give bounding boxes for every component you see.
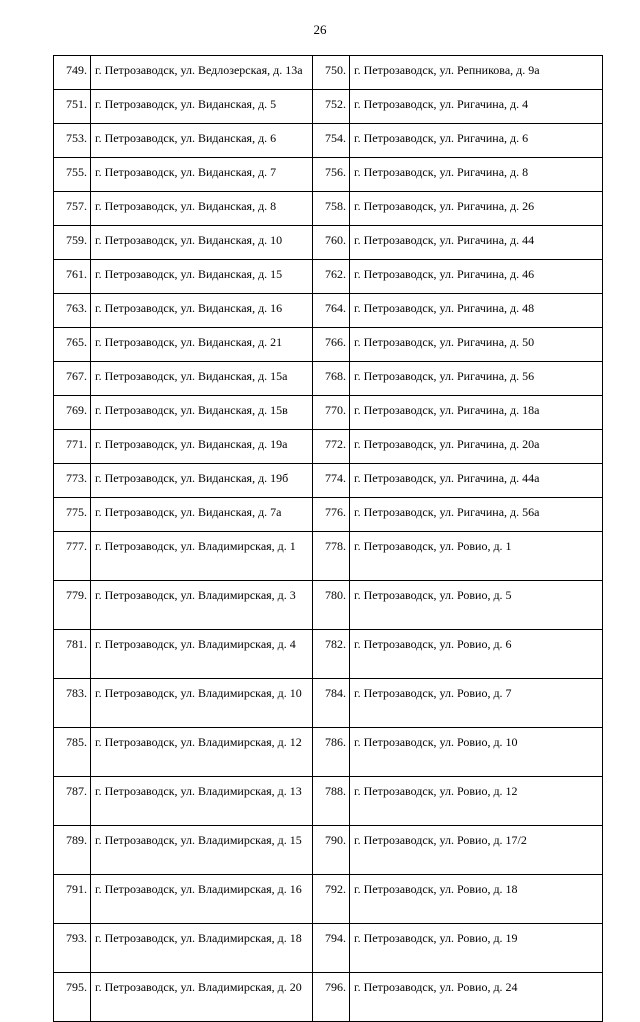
address-right: г. Петрозаводск, ул. Ригачина, д. 56 <box>350 362 603 396</box>
address-right: г. Петрозаводск, ул. Ригачина, д. 4 <box>350 90 603 124</box>
address-left: г. Петрозаводск, ул. Владимирская, д. 16 <box>91 875 313 924</box>
table-row <box>54 826 603 875</box>
row-number-left: 749. <box>54 56 91 90</box>
row-number-right: 786. <box>313 728 350 777</box>
row-number-right: 760. <box>313 226 350 260</box>
address-right: г. Петрозаводск, ул. Ригачина, д. 44а <box>350 464 603 498</box>
row-number-right: 752. <box>313 90 350 124</box>
address-left: г. Петрозаводск, ул. Виданская, д. 10 <box>91 226 313 260</box>
address-right: г. Петрозаводск, ул. Ровио, д. 12 <box>350 777 603 826</box>
address-right: г. Петрозаводск, ул. Ригачина, д. 20а <box>350 430 603 464</box>
address-right: г. Петрозаводск, ул. Ровио, д. 18 <box>350 875 603 924</box>
table-row <box>54 777 603 826</box>
address-right: г. Петрозаводск, ул. Ровио, д. 17/2 <box>350 826 603 875</box>
table-row <box>54 260 603 294</box>
address-left: г. Петрозаводск, ул. Владимирская, д. 18 <box>91 924 313 973</box>
address-right: г. Петрозаводск, ул. Ровио, д. 5 <box>350 581 603 630</box>
address-left: г. Петрозаводск, ул. Виданская, д. 21 <box>91 328 313 362</box>
row-number-left: 773. <box>54 464 91 498</box>
table-row <box>54 362 603 396</box>
table-row <box>54 498 603 532</box>
address-right: г. Петрозаводск, ул. Ровио, д. 10 <box>350 728 603 777</box>
address-left: г. Петрозаводск, ул. Владимирская, д. 13 <box>91 777 313 826</box>
address-left: г. Петрозаводск, ул. Владимирская, д. 10 <box>91 679 313 728</box>
table-row <box>54 532 603 581</box>
row-number-left: 755. <box>54 158 91 192</box>
address-left: г. Петрозаводск, ул. Владимирская, д. 20 <box>91 973 313 1022</box>
row-number-left: 757. <box>54 192 91 226</box>
address-right: г. Петрозаводск, ул. Ровио, д. 19 <box>350 924 603 973</box>
table-row <box>54 294 603 328</box>
address-right: г. Петрозаводск, ул. Ригачина, д. 48 <box>350 294 603 328</box>
address-left: г. Петрозаводск, ул. Владимирская, д. 1 <box>91 532 313 581</box>
row-number-right: 770. <box>313 396 350 430</box>
row-number-left: 753. <box>54 124 91 158</box>
row-number-right: 772. <box>313 430 350 464</box>
row-number-left: 771. <box>54 430 91 464</box>
row-number-left: 795. <box>54 973 91 1022</box>
table-row <box>54 192 603 226</box>
address-left: г. Петрозаводск, ул. Виданская, д. 15в <box>91 396 313 430</box>
row-number-right: 782. <box>313 630 350 679</box>
address-left: г. Петрозаводск, ул. Виданская, д. 5 <box>91 90 313 124</box>
address-table <box>53 55 603 1022</box>
address-right: г. Петрозаводск, ул. Ровио, д. 7 <box>350 679 603 728</box>
row-number-right: 768. <box>313 362 350 396</box>
row-number-right: 750. <box>313 56 350 90</box>
address-left: г. Петрозаводск, ул. Виданская, д. 7 <box>91 158 313 192</box>
address-right: г. Петрозаводск, ул. Ригачина, д. 50 <box>350 328 603 362</box>
row-number-left: 793. <box>54 924 91 973</box>
address-left: г. Петрозаводск, ул. Владимирская, д. 3 <box>91 581 313 630</box>
row-number-right: 778. <box>313 532 350 581</box>
address-right: г. Петрозаводск, ул. Ровио, д. 1 <box>350 532 603 581</box>
address-right: г. Петрозаводск, ул. Ровио, д. 6 <box>350 630 603 679</box>
row-number-right: 794. <box>313 924 350 973</box>
address-left: г. Петрозаводск, ул. Владимирская, д. 12 <box>91 728 313 777</box>
table-row <box>54 679 603 728</box>
row-number-left: 751. <box>54 90 91 124</box>
row-number-left: 787. <box>54 777 91 826</box>
table-row <box>54 158 603 192</box>
table-row <box>54 90 603 124</box>
address-left: г. Петрозаводск, ул. Виданская, д. 16 <box>91 294 313 328</box>
address-right: г. Петрозаводск, ул. Ригачина, д. 18а <box>350 396 603 430</box>
page-number: 26 <box>313 22 327 37</box>
address-left: г. Петрозаводск, ул. Владимирская, д. 4 <box>91 630 313 679</box>
row-number-right: 754. <box>313 124 350 158</box>
row-number-left: 769. <box>54 396 91 430</box>
row-number-left: 759. <box>54 226 91 260</box>
row-number-right: 762. <box>313 260 350 294</box>
address-left: г. Петрозаводск, ул. Ведлозерская, д. 13а <box>91 56 313 90</box>
address-left: г. Петрозаводск, ул. Виданская, д. 19б <box>91 464 313 498</box>
row-number-left: 777. <box>54 532 91 581</box>
row-number-left: 785. <box>54 728 91 777</box>
address-left: г. Петрозаводск, ул. Виданская, д. 8 <box>91 192 313 226</box>
row-number-right: 766. <box>313 328 350 362</box>
row-number-left: 765. <box>54 328 91 362</box>
row-number-right: 796. <box>313 973 350 1022</box>
row-number-left: 791. <box>54 875 91 924</box>
row-number-left: 781. <box>54 630 91 679</box>
table-row <box>54 124 603 158</box>
table-row <box>54 581 603 630</box>
address-right: г. Петрозаводск, ул. Ригачина, д. 26 <box>350 192 603 226</box>
row-number-right: 756. <box>313 158 350 192</box>
address-left: г. Петрозаводск, ул. Виданская, д. 7а <box>91 498 313 532</box>
address-left: г. Петрозаводск, ул. Виданская, д. 6 <box>91 124 313 158</box>
row-number-right: 758. <box>313 192 350 226</box>
table-row <box>54 464 603 498</box>
row-number-left: 761. <box>54 260 91 294</box>
table-row <box>54 328 603 362</box>
address-left: г. Петрозаводск, ул. Виданская, д. 15а <box>91 362 313 396</box>
address-left: г. Петрозаводск, ул. Владимирская, д. 15 <box>91 826 313 875</box>
address-left: г. Петрозаводск, ул. Виданская, д. 15 <box>91 260 313 294</box>
table-row <box>54 430 603 464</box>
row-number-left: 763. <box>54 294 91 328</box>
row-number-right: 780. <box>313 581 350 630</box>
table-row <box>54 56 603 90</box>
table-row <box>54 728 603 777</box>
table-row <box>54 973 603 1022</box>
address-right: г. Петрозаводск, ул. Ровио, д. 24 <box>350 973 603 1022</box>
row-number-right: 788. <box>313 777 350 826</box>
row-number-right: 774. <box>313 464 350 498</box>
row-number-right: 792. <box>313 875 350 924</box>
row-number-right: 764. <box>313 294 350 328</box>
row-number-right: 784. <box>313 679 350 728</box>
address-right: г. Петрозаводск, ул. Ригачина, д. 8 <box>350 158 603 192</box>
address-left: г. Петрозаводск, ул. Виданская, д. 19а <box>91 430 313 464</box>
table-row <box>54 630 603 679</box>
address-right: г. Петрозаводск, ул. Ригачина, д. 6 <box>350 124 603 158</box>
table-row <box>54 226 603 260</box>
row-number-left: 779. <box>54 581 91 630</box>
row-number-left: 775. <box>54 498 91 532</box>
row-number-left: 789. <box>54 826 91 875</box>
table-row <box>54 396 603 430</box>
row-number-left: 767. <box>54 362 91 396</box>
table-row <box>54 875 603 924</box>
row-number-right: 776. <box>313 498 350 532</box>
row-number-right: 790. <box>313 826 350 875</box>
address-right: г. Петрозаводск, ул. Ригачина, д. 44 <box>350 226 603 260</box>
address-right: г. Петрозаводск, ул. Ригачина, д. 56а <box>350 498 603 532</box>
address-right: г. Петрозаводск, ул. Репникова, д. 9а <box>350 56 603 90</box>
address-right: г. Петрозаводск, ул. Ригачина, д. 46 <box>350 260 603 294</box>
row-number-left: 783. <box>54 679 91 728</box>
table-row <box>54 924 603 973</box>
